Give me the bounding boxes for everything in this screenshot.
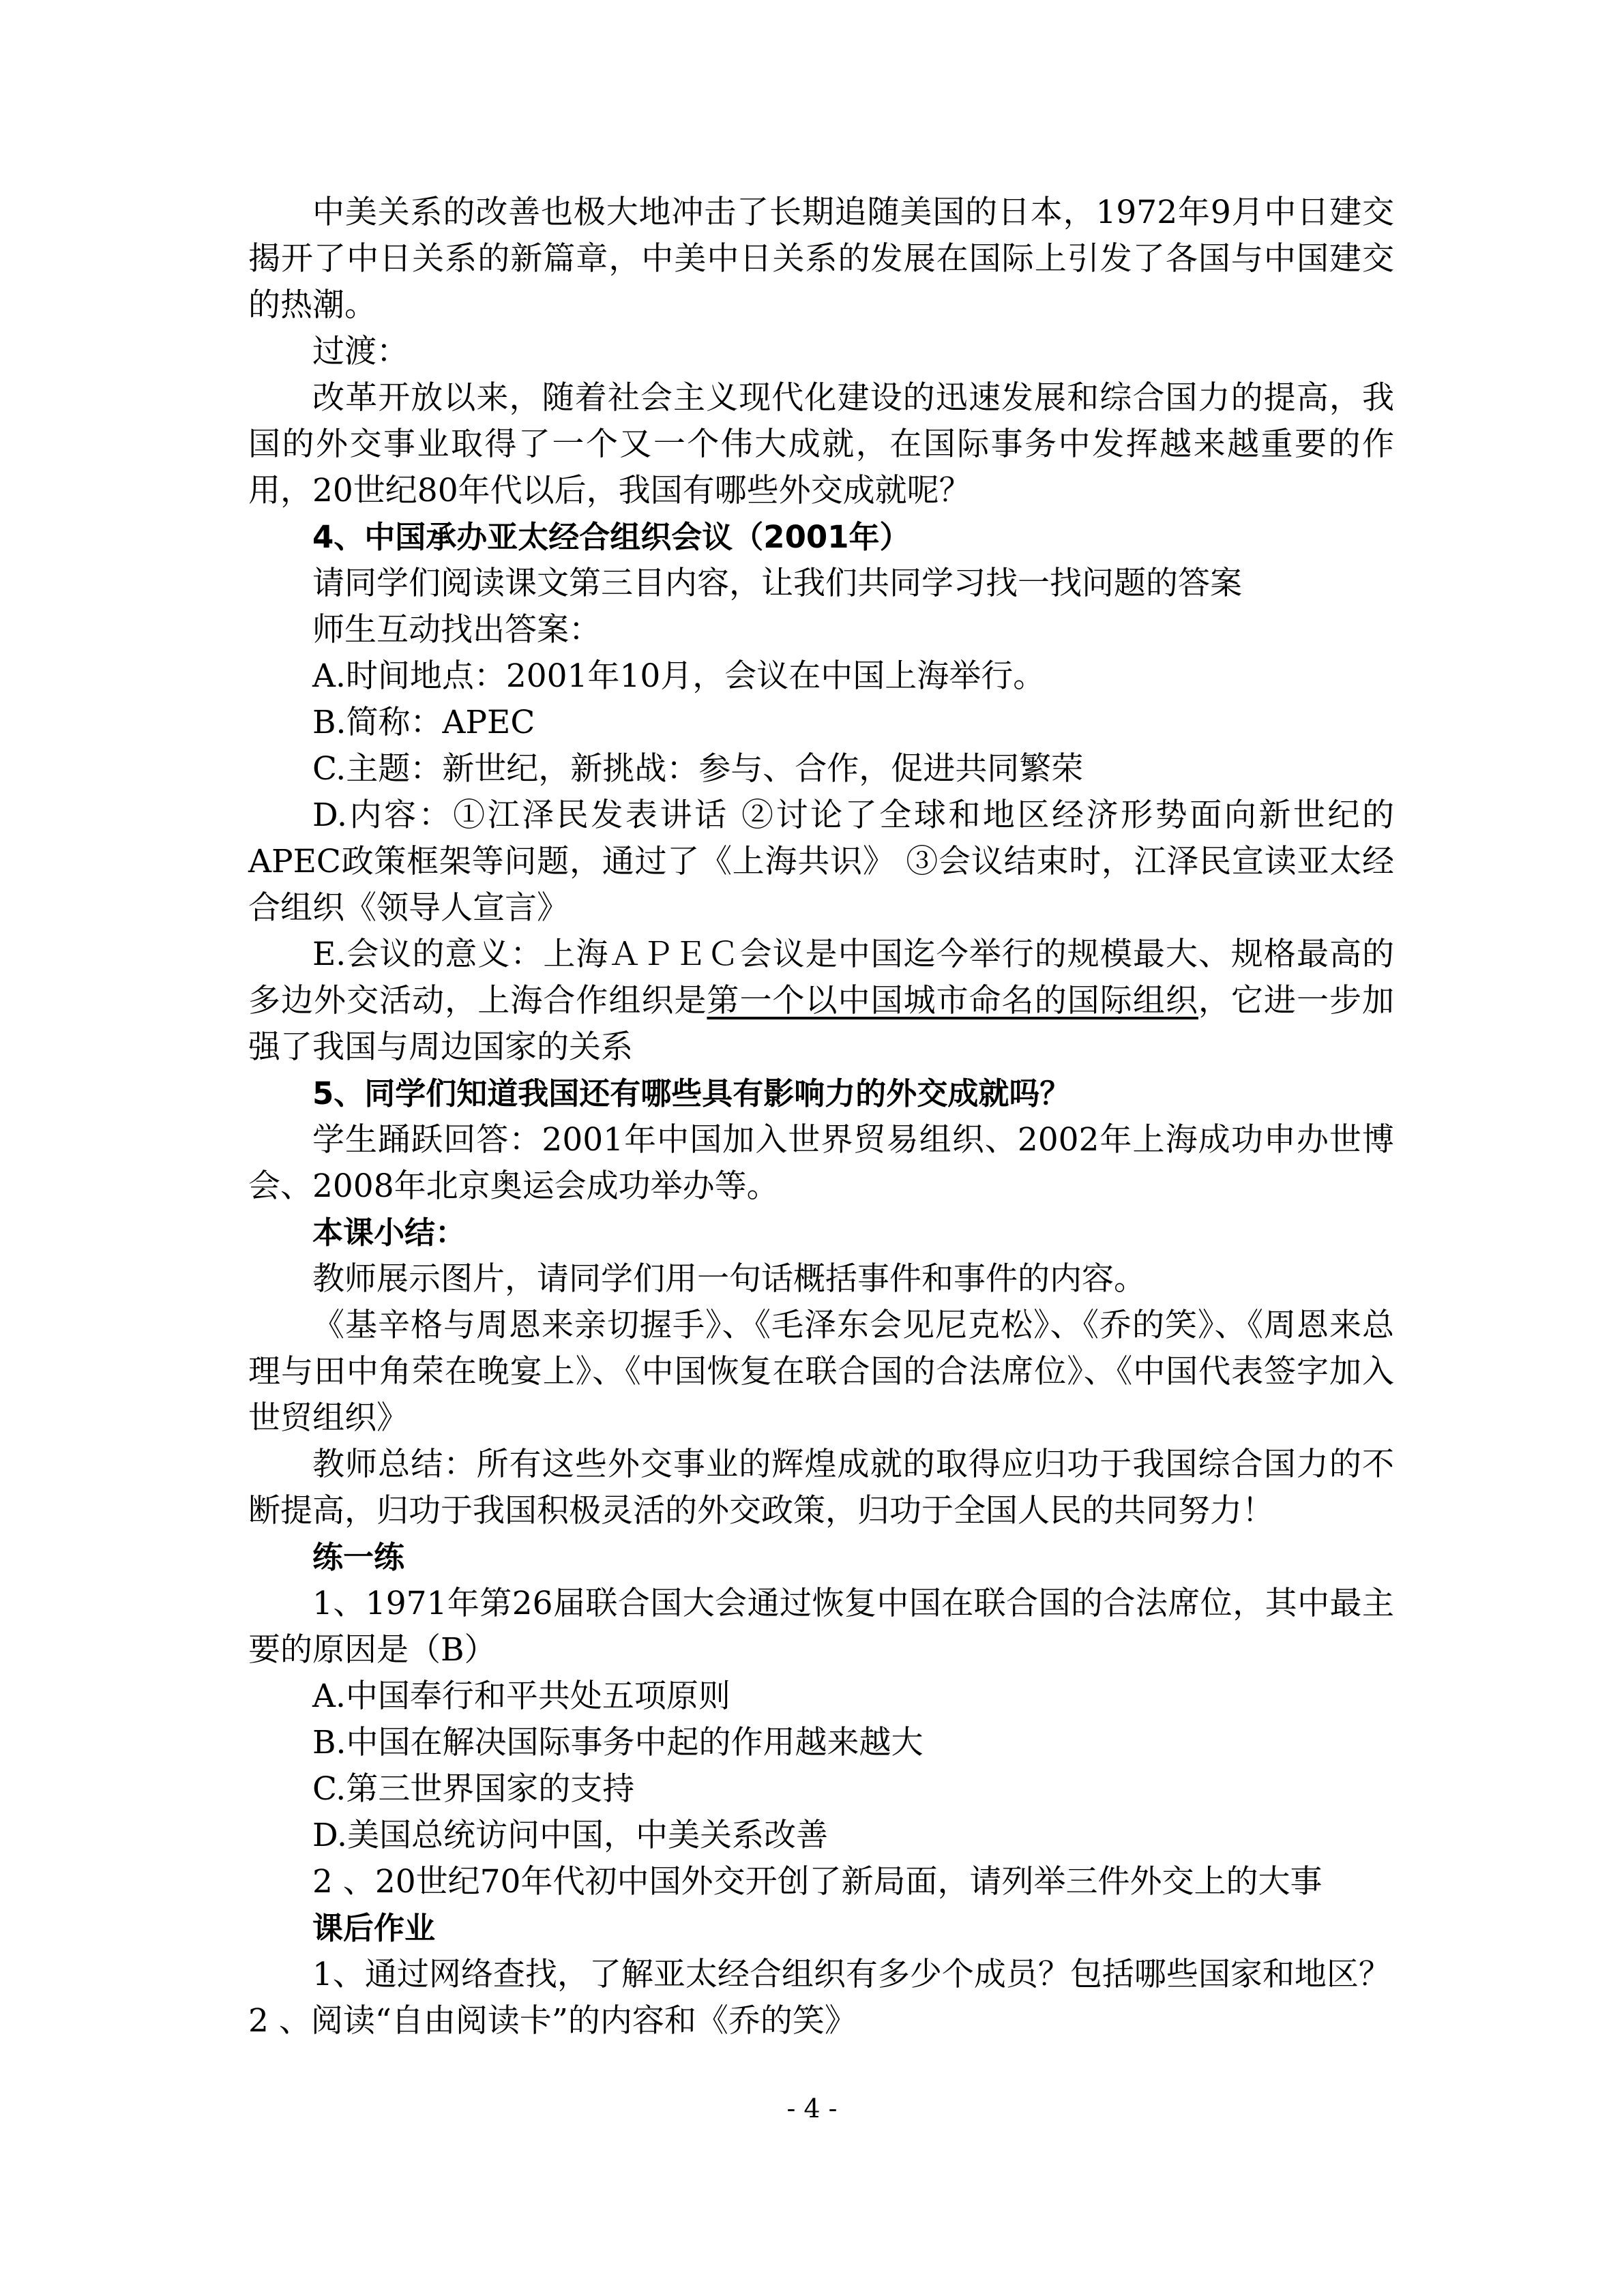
paragraph-student-answers: 学生踊跃回答：2001年中国加入世界贸易组织、2002年上海成功申办世博会、2008年北京奥运会成功举办等。 xyxy=(248,1121,1394,1205)
paragraph-content: D.内容：①江泽民发表讲话 ②讨论了全球和地区经济形势面向新世纪的APEC政策框架等问题，通过了《上海共识》 ③会议结束时，江泽民宣读亚太经合组织《领导人宣言》 xyxy=(248,796,1394,927)
heading-practice: 练一练 xyxy=(312,1539,405,1575)
document-body xyxy=(248,190,1394,2044)
page-number: - 4 - xyxy=(786,2093,838,2123)
paragraph-abbreviation: B.简称：APEC xyxy=(312,704,535,741)
significance-text-end: ，它进一步加强了我国与周边国家的关系 xyxy=(248,982,1395,1066)
homework-1: 1、通过网络查找，了解亚太经合组织有多少个成员？包括哪些国家和地区？ xyxy=(312,1956,1391,1993)
paragraph-read-text: 请同学们阅读课文第三目内容，让我们共同学习找一找问题的答案 xyxy=(312,565,1242,602)
paragraph-reform-achievements: 改革开放以来，随着社会主义现代化建设的迅速发展和综合国力的提高，我国的外交事业取得了一个又一个伟大成就，在国际事务中发挥越来越重要的作用，20世纪80年代以后，我国有哪些外交成就呢？ xyxy=(248,379,1394,509)
paragraph-theme: C.主题：新世纪，新挑战：参与、合作，促进共同繁荣 xyxy=(312,750,1084,788)
heading-homework: 课后作业 xyxy=(312,1910,436,1946)
question-1-option-c: C.第三世界国家的支持 xyxy=(312,1770,635,1808)
question-1: 1、1971年第26届联合国大会通过恢复中国在联合国的合法席位，其中最主要的原因是（B） xyxy=(248,1585,1394,1669)
paragraph-time-place: A.时间地点：2001年10月，会议在中国上海举行。 xyxy=(312,657,1046,695)
paragraph-picture-titles: 《基辛格与周恩来亲切握手》、《毛泽东会见尼克松》、《乔的笑》、《周恩来总理与田中角荣在晚宴上》、《中国恢复在联合国的合法席位》、《中国代表签字加入世贸组织》 xyxy=(248,1307,1394,1437)
question-1-option-a: A.中国奉行和平共处五项原则 xyxy=(312,1678,730,1715)
paragraph-sino-japan: 中美关系的改善也极大地冲击了长期追随美国的日本，1972年9月中日建交揭开了中日关系的新篇章，中美中日关系的发展在国际上引发了各国与中国建交的热潮。 xyxy=(248,194,1394,324)
heading-lesson-summary: 本课小结： xyxy=(312,1214,467,1251)
significance-underlined: 第一个以中国城市命名的国际组织 xyxy=(707,982,1198,1019)
paragraph-teacher-summary: 教师总结：所有这些外交事业的辉煌成就的取得应归功于我国综合国力的不断提高，归功于我国积极灵活的外交政策，归功于全国人民的共同努力！ xyxy=(248,1446,1394,1530)
question-1-option-b: B.中国在解决国际事务中起的作用越来越大 xyxy=(312,1724,924,1761)
heading-apec-meeting: 4、中国承办亚太经合组织会议（2001年） xyxy=(312,519,911,555)
heading-other-achievements: 5、同学们知道我国还有哪些具有影响力的外交成就吗？ xyxy=(312,1075,1071,1112)
paragraph-show-pictures: 教师展示图片，请同学们用一句话概括事件和事件的内容。 xyxy=(312,1260,1146,1298)
significance-text-start: E.会议的意义：上海ＡＰＥＣ会议是中国迄今举行的规模最大、规格最高的多边外交活动，上海合作组织是 xyxy=(248,936,1394,1019)
paragraph-find-answers: 师生互动找出答案： xyxy=(312,611,601,648)
paragraph-transition-label: 过渡： xyxy=(312,333,409,370)
homework-2: 2 、阅读“自由阅读卡”的内容和《乔的笑》 xyxy=(248,2002,857,2040)
paragraph-significance xyxy=(248,931,1394,1071)
question-2: 2 、20世纪70年代初中国外交开创了新局面，请列举三件外交上的大事 xyxy=(312,1863,1323,1900)
question-1-option-d: D.美国总统访问中国，中美关系改善 xyxy=(312,1817,828,1854)
